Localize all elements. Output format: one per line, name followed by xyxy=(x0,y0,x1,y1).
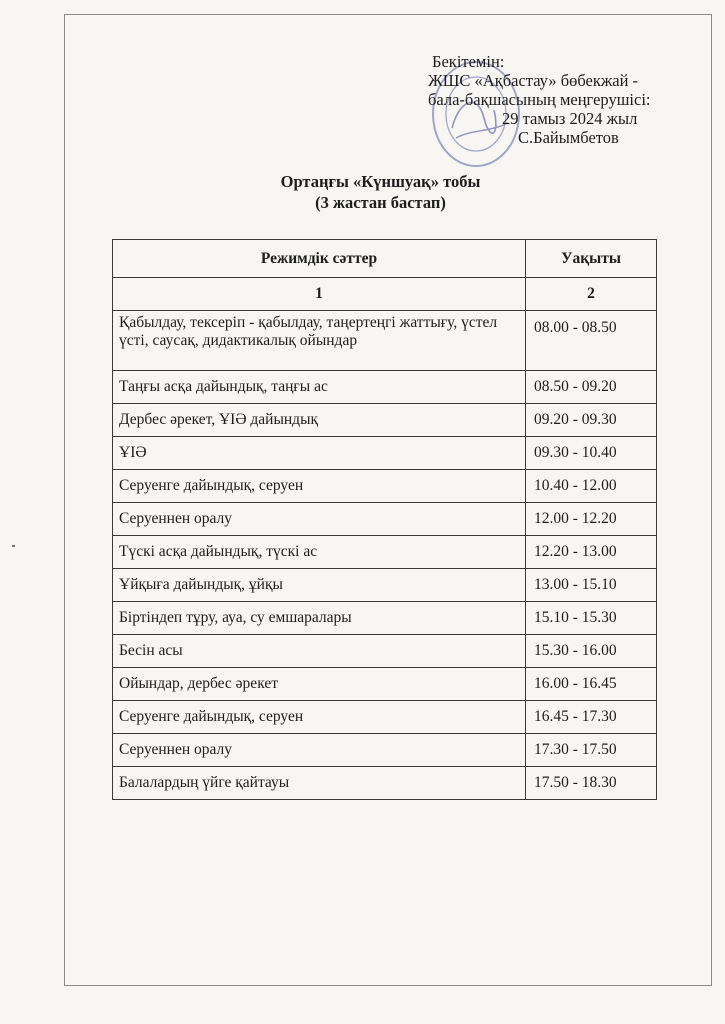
table-row xyxy=(113,668,657,701)
time-cell: 09.30 - 10.40 xyxy=(526,437,657,470)
approval-position: бала-бақшасының меңгерушісі: xyxy=(428,90,651,109)
table-row xyxy=(113,404,657,437)
table-row xyxy=(113,437,657,470)
approval-signatory: С.Байымбетов xyxy=(518,128,619,147)
activity-cell: Дербес әрекет, ҰІӘ дайындық xyxy=(113,404,526,437)
approval-organization: ЖШС «Ақбастау» бөбекжай - xyxy=(428,71,639,90)
time-cell: 17.50 - 18.30 xyxy=(526,767,657,800)
group-subtitle: (3 жастан бастап) xyxy=(315,193,446,212)
approval-block xyxy=(420,52,680,147)
header-row xyxy=(113,240,657,278)
time-cell: 10.40 - 12.00 xyxy=(526,470,657,503)
schedule-table xyxy=(112,239,657,800)
activity-cell: Серуенге дайындық, серуен xyxy=(113,701,526,734)
approval-date: 29 тамыз 2024 жыл xyxy=(502,109,638,128)
table-row xyxy=(113,311,657,371)
time-cell: 16.45 - 17.30 xyxy=(526,701,657,734)
table-row xyxy=(113,536,657,569)
activity-cell: Серуеннен оралу xyxy=(113,734,526,767)
time-cell: 08.00 - 08.50 xyxy=(526,311,657,371)
table-row xyxy=(113,569,657,602)
table-row xyxy=(113,701,657,734)
header-time: Уақыты xyxy=(526,240,657,278)
activity-cell: Біртіндеп тұру, ауа, су емшаралары xyxy=(113,602,526,635)
activity-cell: ҰІӘ xyxy=(113,437,526,470)
activity-cell: Балалардың үйге қайтауы xyxy=(113,767,526,800)
activity-cell: Ойындар, дербес әрекет xyxy=(113,668,526,701)
column-number: 1 xyxy=(113,278,526,311)
scan-speck xyxy=(12,545,15,547)
approval-heading: Бекітемін: xyxy=(432,52,505,71)
header-activity: Режимдік сәттер xyxy=(113,240,526,278)
time-cell: 13.00 - 15.10 xyxy=(526,569,657,602)
table-row xyxy=(113,371,657,404)
activity-cell: Серуеннен оралу xyxy=(113,503,526,536)
activity-cell: Түскі асқа дайындық, түскі ас xyxy=(113,536,526,569)
activity-cell: Ұйқыға дайындық, ұйқы xyxy=(113,569,526,602)
activity-cell: Таңғы асқа дайындық, таңғы ас xyxy=(113,371,526,404)
activity-cell: Серуенге дайындық, серуен xyxy=(113,470,526,503)
time-cell: 15.10 - 15.30 xyxy=(526,602,657,635)
activity-cell: Қабылдау, тексеріп - қабылдау, таңертеңгі жаттығу, үстел үсті, саусақ, дидактикалық ойындар xyxy=(113,311,526,371)
table-row xyxy=(113,635,657,668)
table-row xyxy=(113,734,657,767)
table-row xyxy=(113,503,657,536)
table-row xyxy=(113,767,657,800)
time-cell: 17.30 - 17.50 xyxy=(526,734,657,767)
activity-cell: Бесін асы xyxy=(113,635,526,668)
group-title: Ортаңғы «Күншуақ» тобы xyxy=(280,172,481,191)
column-number: 2 xyxy=(526,278,657,311)
time-cell: 12.20 - 13.00 xyxy=(526,536,657,569)
table-row xyxy=(113,602,657,635)
time-cell: 09.20 - 09.30 xyxy=(526,404,657,437)
column-number-row xyxy=(113,278,657,311)
time-cell: 16.00 - 16.45 xyxy=(526,668,657,701)
time-cell: 15.30 - 16.00 xyxy=(526,635,657,668)
table-row xyxy=(113,470,657,503)
time-cell: 12.00 - 12.20 xyxy=(526,503,657,536)
time-cell: 08.50 - 09.20 xyxy=(526,371,657,404)
